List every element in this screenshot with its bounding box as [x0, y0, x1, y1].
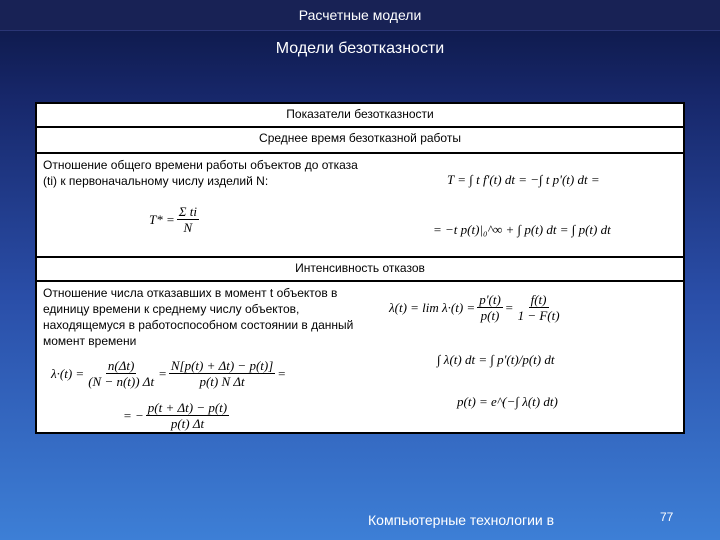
- lambda-definition-f1-numerator: p'(t): [479, 292, 501, 307]
- equals-sign-3: =: [504, 299, 514, 315]
- failure-rate-header-row: [37, 258, 683, 282]
- t-star-formula: [149, 204, 201, 235]
- lambda-estimate-lhs: λ·(t) =: [51, 365, 85, 381]
- lambda-integral-formula: ∫ λ(t) dt = ∫ p'(t)/p(t) dt: [437, 352, 555, 367]
- lambda-definition-lhs: λ(t) = lim λ·(t) =: [389, 299, 476, 315]
- equals-sign: =: [158, 365, 167, 381]
- lambda-estimate-f1-numerator: n(Δt): [107, 358, 135, 373]
- top-bar: [0, 0, 720, 31]
- lambda-estimate-f1-denominator: (N − n(t)) Δt: [88, 374, 155, 389]
- section-title: Расчетные модели: [298, 7, 422, 23]
- mean-time-description: Отношение общего времени работы объектов до отказа (ti) к первоначальному числу изделий N:: [43, 158, 358, 188]
- lambda-definition-f1-denominator: p(t): [480, 308, 500, 323]
- failure-rate-label: Интенсивность отказов: [295, 261, 425, 275]
- lambda-estimate-f3-numerator: p(t + Δt) − p(t): [147, 400, 228, 415]
- equals-sign-2: =: [277, 365, 287, 381]
- t-star-numerator: Σ ti: [178, 204, 197, 219]
- lambda-estimate-formula: [51, 358, 286, 389]
- lambda-estimate-f3-denominator: p(t) Δt: [170, 416, 205, 431]
- lambda-definition-fraction-1: [477, 292, 503, 323]
- table-header-label: Показатели безотказности: [286, 107, 434, 121]
- lambda-estimate-formula-2: [123, 400, 231, 431]
- reliability-exponential-formula: p(t) = e^(−∫ λ(t) dt): [457, 394, 558, 409]
- lambda-definition-f2-denominator: 1 − F(t): [517, 308, 560, 323]
- t-star-fraction: [177, 204, 199, 235]
- lambda-estimate-f2-numerator: N[p(t) + Δt) − p(t)]: [170, 358, 274, 373]
- mean-time-row: [37, 154, 683, 258]
- mean-time-header-row: [37, 128, 683, 154]
- lambda-definition-f2-numerator: f(t): [530, 292, 547, 307]
- lambda-estimate-fraction-1: [86, 358, 156, 389]
- reliability-table: [35, 102, 685, 434]
- failure-rate-row: [37, 282, 683, 432]
- page-number: 77: [660, 510, 674, 524]
- lambda-definition-fraction-2: [516, 292, 562, 323]
- table-header-row: [37, 104, 683, 128]
- lambda-estimate-f2-denominator: p(t) N Δt: [199, 374, 245, 389]
- t-mean-formula-1: T = ∫ t f'(t) dt = −∫ t p'(t) dt =: [447, 172, 600, 187]
- failure-rate-description: Отношение числа отказавших в момент t объектов в единицу времени к среднему числу объектов, находящемуся в работоспособном состоянии в данный момент времени: [43, 286, 354, 348]
- equals-minus: = −: [123, 407, 144, 423]
- slide-title: Модели безотказности: [275, 40, 445, 57]
- lambda-definition-formula: [389, 292, 564, 323]
- footer-text: Компьютерные технологии в: [368, 512, 555, 528]
- mean-time-label: Среднее время безотказной работы: [259, 131, 461, 145]
- lambda-estimate-fraction-2: [169, 358, 275, 389]
- lambda-estimate-fraction-3: [146, 400, 229, 431]
- t-star-denominator: N: [183, 220, 193, 235]
- t-mean-formula-2: = −t p(t)|₀^∞ + ∫ p(t) dt = ∫ p(t) dt: [433, 222, 611, 237]
- t-star-lhs: T* =: [149, 211, 175, 227]
